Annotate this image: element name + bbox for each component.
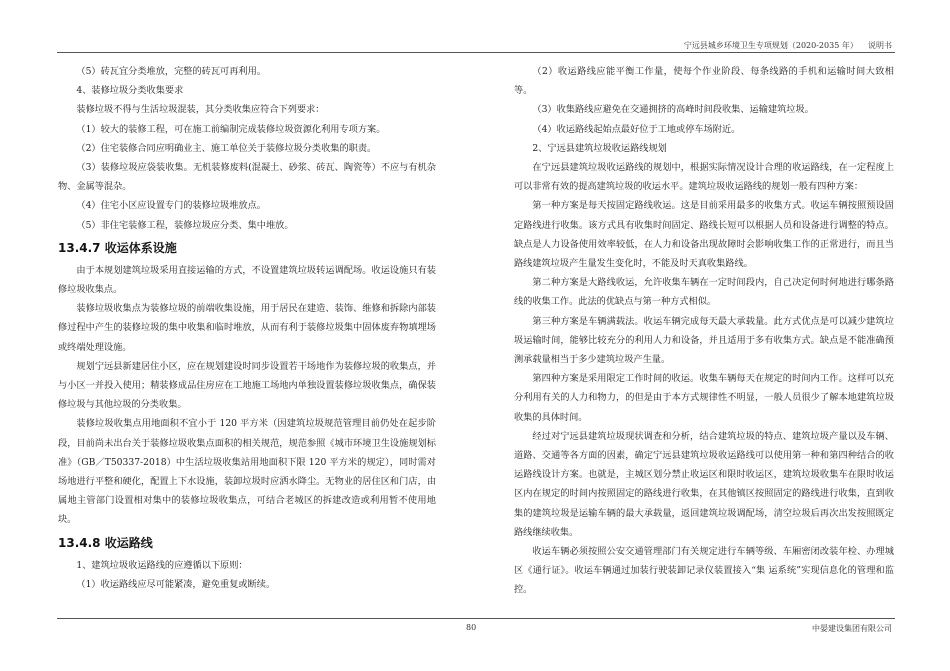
header-doc-type: 说明书	[868, 41, 892, 50]
paragraph: 第一种方案是每天按固定路线收运。这是目前采用最多的收集方式。收运车辆按照预设固定路线进行收集。该方式具有收集时间固定、路线长短可以根据人员和设备进行调整的特点。缺点是人力设备使用效率较低，在人力和设备出现故障时会影响收集工作的正常进行，而且当路线建筑垃圾产生量发生变化时，不能及时天真收集路线。	[514, 200, 894, 270]
paragraph: 经过对宁远县建筑垃圾现状调查和分析，结合建筑垃圾的特点、建筑垃圾产量以及车辆、道路、交通等各方面的因素，确定宁远县建筑垃圾收运路线可以使用第一种和第四种结合的收运路线设计方案。也就是，主城区划分禁止收运区和限时收运区，建筑垃圾收集车在限时收运区内在规定的时间内按照固定的路线进行收集，在其他镇区按照固定的路线进行收集，直到收集的建筑垃圾是运输车辆的最大承载量，返回建筑垃圾调配场，清空垃圾后再次出发按照既定路线继续收集。	[514, 430, 894, 538]
list-item: （3）装修垃圾应袋装收集。无机装修废料(混凝土、砂浆、砖瓦、陶瓷等）不应与有机杂物、金属等混杂。	[58, 162, 436, 193]
right-column	[514, 62, 894, 600]
subsection-heading: 4、装修垃圾分类收集要求	[76, 85, 184, 97]
list-item: （2）收运路线应能平衡工作量，使每个作业阶段、每条线路的手机和运输时间大致相等。	[514, 66, 894, 97]
paragraph: 装修垃圾收集点为装修垃圾的前端收集设施，用于居民在建造、装饰、维修和拆除内部装修过程中产生的装修垃圾的集中收集和临时堆放，从而有利于装修垃圾集中固体废弃物填埋场或终端处理设施。	[58, 303, 436, 353]
header-title: 宁远县城乡环境卫生专项规划（2020-2035 年）	[683, 41, 858, 50]
paragraph: 装修垃圾收集点用地面积不宜小于 120 平方米（因建筑垃圾规范管理目前仍处在起步阶段，目前尚未出台关于装修垃圾收集点面积的相关规范，规范参照《城市环境卫生设施规划标准》（GB／T50337-2018）中生活垃圾收集站用地面积下限 120 平方米的规定），同时需对场地进行平整和硬化，配置上下水设施，装卸垃圾时应洒水降尘。无物业的居住区和门店，由属地主管部门设置相对集中的装修垃圾收集点，可结合老城区的拆建改造或利用暂不使用地块。	[58, 418, 436, 526]
subsection-heading: 2、宁远县建筑垃圾收运路线规划	[532, 142, 667, 154]
list-item: （1）收运路线应尽可能紧凑，避免重复或断续。	[76, 578, 276, 590]
list-item: （1）较大的装修工程，可在施工前编制完成装修垃圾资源化利用专项方案。	[76, 123, 386, 135]
paragraph: 第二种方案是大路线收运，允许收集车辆在一定时间段内，自己决定何时何地进行哪条路线的收集工作。此法的优缺点与第一种方式相似。	[514, 277, 894, 308]
paragraph: （5）砖瓦宜分类堆放，完整的砖瓦可再利用。	[76, 66, 266, 77]
paragraph: 收运车辆必须按照公安交通管理部门有关规定进行车辆等级、车厢密闭改装年检、办理城区《通行证》。收运车辆通过加装行驶装卸记录仪装置接入“集 运系统”实现信息化的管理和监控。	[514, 546, 894, 596]
paragraph: 规划宁远县新建居住小区，应在规划建设时同步设置若干场地作为装修垃圾的收集点，并与小区一并投入使用；精装修成品住房应在工地施工场地内单独设置装修垃圾收集点，确保装修垃圾与其他垃圾的分类收集。	[58, 360, 436, 411]
paragraph: 第四种方案是采用限定工作时间的收运。收集车辆每天在规定的时间内工作。这样可以充分利用有关的人力和物力，的但是由于本方式规律性不明显，一般人员很少了解本地建筑垃圾收集的具体时间。	[514, 373, 894, 423]
page-header	[684, 40, 892, 51]
list-item: （4）收运路线起始点最好位于工地或停车场附近。	[532, 123, 741, 135]
page-number: 80	[466, 623, 477, 632]
list-item: （2）住宅装修合同应明确业主、施工单位关于装修垃圾分类收集的职责。	[76, 142, 377, 154]
left-column	[58, 62, 436, 594]
section-heading: 13.4.8 收运路线	[58, 535, 153, 550]
list-item: （3）收集路线应避免在交通拥挤的高峰时间段收集、运输建筑垃圾。	[532, 104, 814, 116]
section-heading: 13.4.7 收运体系设施	[58, 240, 177, 255]
header-divider	[57, 52, 895, 53]
list-item: （4）住宅小区应设置专门的装修垃圾堆放点。	[76, 200, 266, 212]
company-name: 中晏建设集团有限公司	[812, 624, 892, 633]
paragraph: 装修垃圾不得与生活垃圾混装，其分类收集应符合下列要求：	[76, 104, 325, 116]
paragraph: 第三种方案是车辆满载法。收运车辆完成每天最大承载量。此方式优点是可以减少建筑垃圾运输时间，能够比较充分的利用人力和设备，并且适用于多有收集方式。缺点是不能准确预测承载量相当于多少建筑垃圾产生量。	[514, 315, 894, 366]
paragraph: 在宁远县建筑垃圾收运路线的规划中，根据实际情况设计合理的收运路线，在一定程度上可以非常有效的提高建筑垃圾的收运水平。建筑垃圾收运路线的规划一般有四种方案：	[514, 162, 894, 193]
footer-divider	[57, 618, 895, 619]
subsection-heading: 1、建筑垃圾收运路线的应遵循以下原则：	[76, 559, 248, 571]
paragraph: 由于本规划建筑垃圾采用直接运输的方式，不设置建筑垃圾转运调配场。收运设施只有装修垃圾收集点。	[58, 264, 436, 296]
list-item: （5）非住宅装修工程，装修垃圾应分类、集中堆放。	[76, 219, 294, 231]
